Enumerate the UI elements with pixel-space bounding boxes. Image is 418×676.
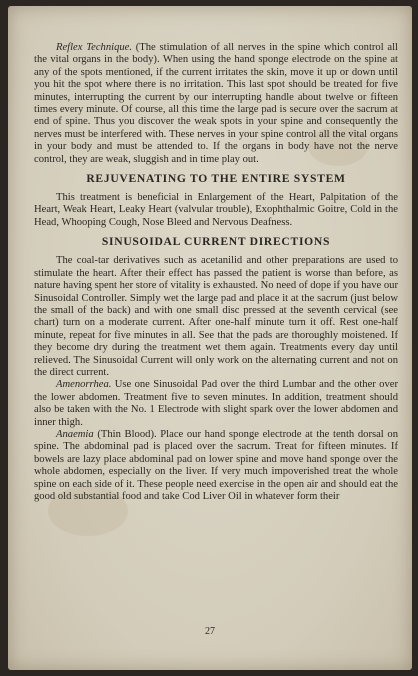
sinusoidal-heading: SINUSOIDAL CURRENT DIRECTIONS bbox=[101, 235, 331, 249]
reflex-lead: Reflex Technique. bbox=[56, 42, 133, 53]
anaemia-text: (Thin Blood). Place our hand sponge electrode at the tenth dorsal on spine. The abdominal pad is placed over the sacrum. Treat for fifteen minutes. If bowels are lazy place abdominal pad on lower spine and move hand sponge over the whole abdomen, especially on the liver. If very much impoverished treat the whole spine on each side of it. These people need exercise in the open air and should eat the good old substantial food and take Cod Liver Oil in whatever form their bbox=[34, 428, 398, 502]
page-number: 27 bbox=[205, 626, 215, 637]
sinusoidal-paragraph: The coal-tar derivatives such as acetanilid and other preparations are used to stimulate the heart. After their effect has passed the patient is worse than before, as nature having spent her store of vitality is exhausted. No need of dope if you have our Sinusoidal Controller. Simply wet the large pad and place it at the sacrum (just below the small of the back) and with one small disc pressed at the seventh cervical (see chart) turn on a moderate current. After one-half minute turn it off. Rest one-half minute, repeat for five minutes in all. See that the pads are thoroughly moistened. If they become dry during the treatment wet them again. Treatments every day until relieved. The Sinusoidal Current will only work on the alternating current and not on the direct current. bbox=[34, 255, 398, 378]
amenorrhea-text: Use one Sinusoidal Pad over the third Lumbar and the other over the lower abdomen. Treatment five to seven minutes. In addition, treatment should also be taken with the No. 1 Electrode with slight spark over the lower abdomen and inner thigh. bbox=[34, 379, 398, 428]
amenorrhea-paragraph bbox=[34, 379, 398, 429]
anaemia-paragraph bbox=[34, 429, 398, 503]
rejuvenating-heading: REJUVENATING TO THE ENTIRE SYSTEM bbox=[86, 172, 346, 186]
book-page bbox=[8, 6, 412, 670]
amenorrhea-lead: Amenorrhea. bbox=[56, 379, 112, 391]
rejuvenating-paragraph: This treatment is beneficial in Enlargement of the Heart, Palpitation of the Heart, Weak Heart, Leaky Heart (valvular trouble), Exophthalmic Goitre, Cold in the Head, Whooping Cough, Nose Bleed and Nervous Deafness. bbox=[34, 192, 398, 228]
reflex-paragraph bbox=[34, 42, 398, 166]
reflex-text: (The stimulation of all nerves in the spine which control all the vital organs in the body). When using the hand sponge electrode on the spine at any of the spots mentioned, if the current irritates the skin, move it up or down until you hit the spot where there is no irritation. This last spot should be treated for five minutes, interrupting the current by our interrupting handle about twelve or fifteen times every minute. Of course, all this time the large pad is secure over the sacrum at end of spine. Thus you discover the weak spots in your spine and consequently the nerves must be interfered with. These nerves in your spine control all the vital organs in your body and must be attended to. If the organs in body have not the nerve control, they are weak, sluggish and in time play out. bbox=[34, 42, 398, 165]
page-body bbox=[34, 42, 398, 503]
anaemia-lead: Anaemia bbox=[56, 428, 94, 440]
